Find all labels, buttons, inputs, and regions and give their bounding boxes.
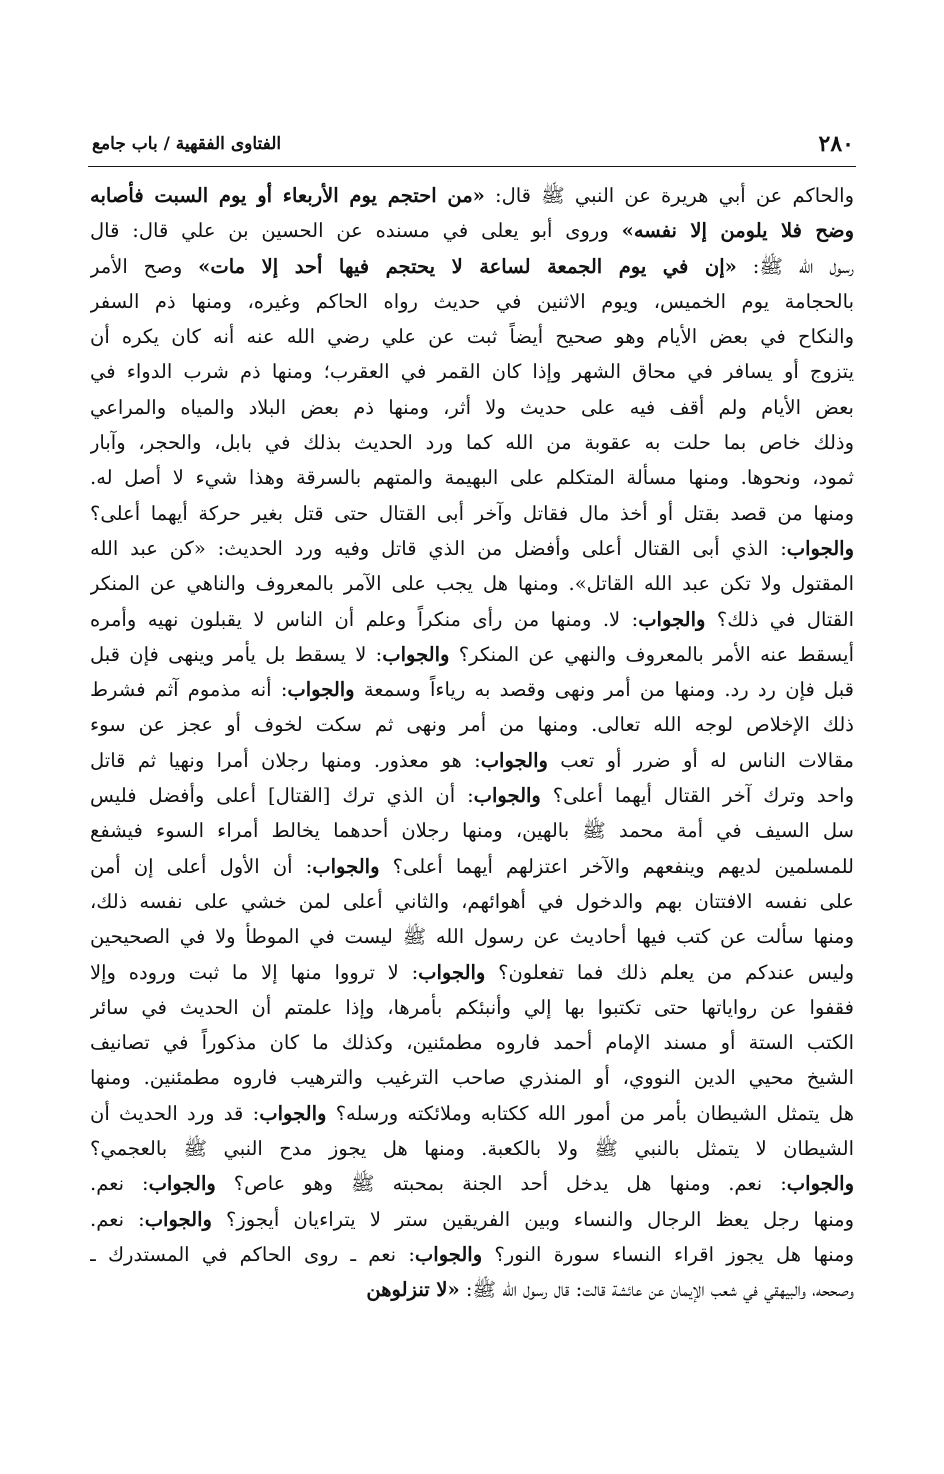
text-line bbox=[90, 672, 854, 707]
text-run: الشيطان لا يتمثل بالنبي ﷺ ولا بالكعبة. ومنها هل يجوز مدح النبي ﷺ بالعجمي؟ bbox=[90, 1137, 854, 1161]
text-run: مقالات الناس له أو ضرر أو تعب bbox=[547, 748, 854, 772]
text-line bbox=[90, 531, 854, 566]
page-header bbox=[92, 131, 854, 157]
text-line bbox=[90, 849, 854, 884]
text-run: ثمود، ونحوها. ومنها مسألة المتكلم على البهيمة والمتهم بالسرقة وهذا شيء لا أصل له. bbox=[90, 466, 854, 490]
text-run: واحد وترك آخر القتال أيهما أعلى؟ bbox=[540, 784, 854, 808]
bold-run: والجواب bbox=[312, 854, 380, 878]
text-line bbox=[90, 813, 854, 848]
running-title: الفتاوى الفقهية / باب جامع bbox=[92, 134, 282, 154]
bold-run: والجواب bbox=[418, 960, 486, 984]
text-run: : أنه مذموم آثم فشرط bbox=[90, 678, 288, 702]
text-run: : لا يسقط بل يأمر وينهى فإن قبل bbox=[90, 642, 383, 666]
bold-run: «من احتجم يوم الأربعاء أو يوم السبت فأصابه bbox=[90, 184, 485, 207]
text-run: : أن الأول أعلى إن أمن bbox=[90, 854, 313, 878]
text-run: الشيخ محيي الدين النووي، أو المنذري صاحب الترغيب والترهيب فاروه مطمئنين. ومنها bbox=[90, 1066, 854, 1090]
text-run: على نفسه الافتتان بهم والدخول في أهوائهم، والثاني أعلى لمن خشي على نفسه ذلك، bbox=[90, 889, 854, 913]
bold-run: والجواب bbox=[148, 1172, 216, 1196]
text-run: : نعم. bbox=[90, 1172, 149, 1196]
bold-run: والجواب bbox=[480, 748, 548, 772]
text-run: وروى أبو يعلى في مسنده عن الحسين بن علي قال: قال bbox=[90, 219, 622, 243]
text-run: والحاكم عن أبي هريرة عن النبي ﷺ قال: bbox=[484, 184, 854, 207]
bold-run: والجواب bbox=[786, 536, 854, 560]
text-line bbox=[90, 319, 854, 354]
text-run: : أن الذي ترك [القتال] أعلى وأفضل فليس bbox=[90, 784, 474, 808]
text-line bbox=[90, 1237, 854, 1272]
text-line bbox=[90, 990, 854, 1025]
text-run: ومنها هل يجوز اقراء النساء سورة النور؟ bbox=[482, 1242, 854, 1266]
text-line bbox=[90, 354, 854, 389]
body-text bbox=[90, 178, 854, 1308]
text-line bbox=[90, 1202, 854, 1237]
page-number: ٢٨٠ bbox=[818, 131, 854, 157]
text-line bbox=[90, 707, 854, 742]
text-line bbox=[90, 390, 854, 425]
text-line bbox=[90, 919, 854, 954]
bold-run: والجواب bbox=[638, 607, 706, 631]
text-line bbox=[90, 566, 854, 601]
text-run: أيسقط عنه الأمر بالمعروف والنهي عن المنكر؟ bbox=[449, 642, 854, 666]
text-run: : نعم. bbox=[90, 1207, 145, 1231]
bold-run: والجواب bbox=[473, 784, 541, 808]
text-run: الكتب الستة أو مسند الإمام أحمد فاروه مطمئنين، وكذلك ما كان مذكوراً في تصانيف bbox=[90, 1031, 854, 1055]
bold-run: «لا تنزلوهن bbox=[366, 1278, 460, 1302]
text-run: بعض الأيام ولم أقف فيه على حديث ولا أثر، ومنها ذم بعض البلاد والمياه والمراعي bbox=[90, 395, 854, 419]
text-run: للمسلمين لديهم وينفعهم والآخر اعتزلهم أيهما أعلى؟ bbox=[379, 854, 854, 878]
text-line bbox=[90, 955, 854, 990]
bold-run: والجواب bbox=[414, 1242, 483, 1266]
text-run: ومنها سألت عن كتب فيها أحاديث عن رسول الله ﷺ ليست في الموطأ ولا في الصحيحين bbox=[90, 925, 854, 949]
text-run: : لا. ومنها من رأى منكراً وعلم أن الناس لا يقبلون نهيه وأمره bbox=[90, 607, 639, 631]
text-line bbox=[90, 1131, 854, 1166]
bold-run: والجواب bbox=[259, 1101, 327, 1125]
text-run: ذلك الإخلاص لوجه الله تعالى. ومنها من أمر ونهى ثم سكت لخوف أو عجز عن سوء bbox=[90, 713, 854, 737]
bold-run: «إن في يوم الجمعة لساعة لا يحتجم فيها أحد إلا مات» bbox=[198, 254, 737, 278]
text-line bbox=[90, 249, 854, 284]
text-line bbox=[90, 1166, 854, 1201]
text-line bbox=[90, 637, 854, 672]
text-run: : لا ترووا منها إلا ما ثبت وروده وإلا bbox=[90, 960, 419, 984]
text-line bbox=[90, 496, 854, 531]
text-line bbox=[90, 213, 854, 248]
text-run: : هو معذور. ومنها رجلان أمرا ونهيا ثم قاتل bbox=[90, 748, 481, 772]
text-run: : قد ورد الحديث أن bbox=[90, 1101, 260, 1125]
text-line bbox=[90, 1096, 854, 1131]
text-run: : نعم ـ روى الحاكم في المستدرك ـ bbox=[90, 1242, 415, 1266]
text-run: قبل فإن رد رد. ومنها من أمر ونهى وقصد به رياءاً وسمعة bbox=[354, 678, 854, 702]
text-run: رسول الله ﷺ: bbox=[736, 254, 854, 278]
text-run: وصححه، والبيهقي في شعب الإيمان عن عائشة قالت: قال رسول الله ﷺ: bbox=[459, 1278, 854, 1302]
text-run: القتال في ذلك؟ bbox=[705, 607, 854, 631]
text-run: ومنها رجل يعظ الرجال والنساء وبين الفريقين ستر لا يتراءيان أيجوز؟ bbox=[211, 1207, 854, 1231]
text-line bbox=[90, 884, 854, 919]
text-run: بالحجامة يوم الخميس، ويوم الاثنين في حديث رواه الحاكم وغيره، ومنها ذم السفر bbox=[90, 289, 854, 313]
text-run: هل يتمثل الشيطان بأمر من أمور الله ككتابه وملائكته ورسله؟ bbox=[326, 1101, 854, 1125]
text-line bbox=[90, 1060, 854, 1095]
text-run: وليس عندكم من يعلم ذلك فما تفعلون؟ bbox=[485, 960, 854, 984]
text-run: المقتول ولا تكن عبد الله القاتل». ومنها هل يجب على الآمر بالمعروف والناهي عن المنكر bbox=[90, 572, 854, 596]
text-line bbox=[90, 425, 854, 460]
text-line bbox=[90, 602, 854, 637]
text-line bbox=[90, 460, 854, 495]
text-run: : نعم. ومنها هل يدخل أحد الجنة بمحبته ﷺ وهو عاص؟ bbox=[215, 1172, 787, 1196]
bold-run: وضح فلا يلومن إلا نفسه» bbox=[621, 219, 854, 243]
text-run: والنكاح في بعض الأيام وهو صحيح أيضاً ثبت عن علي رضي الله عنه أنه كان يكره أن bbox=[90, 325, 854, 349]
text-line bbox=[90, 1272, 854, 1307]
text-line bbox=[90, 743, 854, 778]
text-line bbox=[90, 284, 854, 319]
text-run: ومنها من قصد بقتل أو أخذ مال فقاتل وآخر أبى القتال حتى قتل بغير حركة أيهما أعلى؟ bbox=[90, 501, 854, 525]
text-run: سل السيف في أمة محمد ﷺ بالهين، ومنها رجلان أحدهما يخالط أمراء السوء فيشفع bbox=[90, 819, 854, 843]
text-run: يتزوج أو يسافر في محاق الشهر وإذا كان القمر في العقرب؛ ومنها ذم شرب الدواء في bbox=[90, 360, 854, 384]
bold-run: والجواب bbox=[382, 642, 450, 666]
bold-run: والجواب bbox=[287, 678, 355, 702]
header-rule bbox=[88, 166, 856, 167]
text-line bbox=[90, 1025, 854, 1060]
text-run: فقفوا عن رواياتها حتى تكتبوا بها إلي وأنبئكم بأمرها، وإذا علمتم أن الحديث في سائر bbox=[90, 995, 854, 1019]
text-line bbox=[90, 178, 854, 213]
text-run: : الذي أبى القتال أعلى وأفضل من الذي قاتل وفيه ورد الحديث: «كن عبد الله bbox=[90, 536, 787, 560]
text-run: وصح الأمر bbox=[90, 254, 199, 278]
bold-run: والجواب bbox=[786, 1172, 854, 1196]
text-run: وذلك خاص بما حلت به عقوبة من الله كما ورد الحديث بذلك في بابل، والحجر، وآبار bbox=[90, 431, 854, 455]
text-line bbox=[90, 778, 854, 813]
bold-run: والجواب bbox=[144, 1207, 212, 1231]
